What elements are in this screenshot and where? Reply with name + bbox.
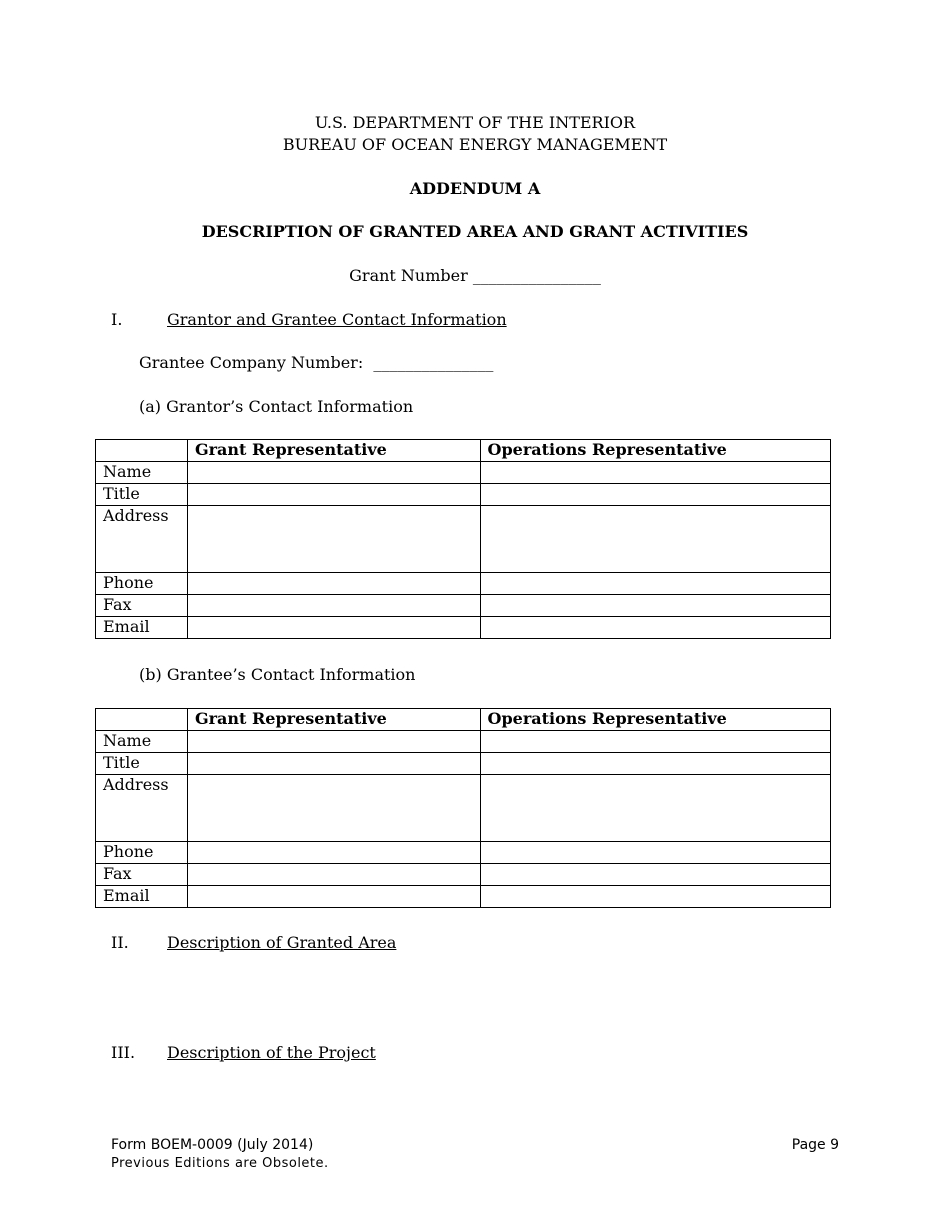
grantee-contact-label: (b) Grantee’s Contact Information — [139, 665, 416, 684]
operations-rep-cell[interactable] — [480, 842, 830, 864]
table-row — [96, 731, 831, 753]
row-label: Address — [96, 506, 188, 573]
grant-rep-cell[interactable] — [187, 573, 480, 595]
table-row — [96, 753, 831, 775]
table-row — [96, 462, 831, 484]
row-label: Title — [96, 753, 188, 775]
grant-rep-cell[interactable] — [187, 864, 480, 886]
table-header-cell: Grant Representative — [187, 440, 480, 462]
operations-rep-cell[interactable] — [480, 753, 830, 775]
row-label: Fax — [96, 864, 188, 886]
grantor-contact-label: (a) Grantor’s Contact Information — [139, 397, 414, 416]
table-row — [96, 573, 831, 595]
row-label: Name — [96, 731, 188, 753]
table-header-row — [96, 709, 831, 731]
table-row — [96, 864, 831, 886]
row-label: Title — [96, 484, 188, 506]
grantor-contact-table — [95, 439, 831, 639]
table-row — [96, 886, 831, 908]
grant-rep-cell[interactable] — [187, 462, 480, 484]
table-row — [96, 775, 831, 842]
form-number: Form BOEM-0009 (July 2014) — [111, 1137, 314, 1153]
section-1-numeral: I. — [111, 310, 123, 329]
grant-rep-cell[interactable] — [187, 886, 480, 908]
operations-rep-cell[interactable] — [480, 462, 830, 484]
operations-rep-cell[interactable] — [480, 506, 830, 573]
grant-rep-cell[interactable] — [187, 617, 480, 639]
grant-rep-cell[interactable] — [187, 775, 480, 842]
table-header-cell — [96, 709, 188, 731]
row-label: Name — [96, 462, 188, 484]
operations-rep-cell[interactable] — [480, 573, 830, 595]
operations-rep-cell[interactable] — [480, 595, 830, 617]
grantee-contact-table — [95, 708, 831, 908]
document-title: DESCRIPTION OF GRANTED AREA AND GRANT ACTIVITIES — [201, 222, 749, 241]
row-label: Email — [96, 886, 188, 908]
table-header-cell: Operations Representative — [480, 709, 830, 731]
editions-note: Previous Editions are Obsolete. — [111, 1156, 329, 1171]
grant-rep-cell[interactable] — [187, 506, 480, 573]
grant-rep-cell[interactable] — [187, 484, 480, 506]
table-row — [96, 617, 831, 639]
table-header-cell — [96, 440, 188, 462]
operations-rep-cell[interactable] — [480, 731, 830, 753]
company-number-line — [139, 353, 493, 373]
row-label: Fax — [96, 595, 188, 617]
section-1-heading: Grantor and Grantee Contact Information — [167, 310, 507, 329]
table-row — [96, 595, 831, 617]
page-number: Page 9 — [791, 1137, 839, 1153]
section-3-numeral: III. — [111, 1043, 136, 1062]
table-row — [96, 484, 831, 506]
operations-rep-cell[interactable] — [480, 617, 830, 639]
section-3-heading: Description of the Project — [167, 1043, 376, 1062]
row-label: Phone — [96, 842, 188, 864]
operations-rep-cell[interactable] — [480, 886, 830, 908]
grant-number-label: Grant Number — [349, 266, 468, 285]
grant-rep-cell[interactable] — [187, 731, 480, 753]
section-2-numeral: II. — [111, 933, 129, 952]
table-header-cell: Operations Representative — [480, 440, 830, 462]
company-number-field[interactable]: _______________ — [373, 353, 494, 372]
grant-rep-cell[interactable] — [187, 842, 480, 864]
grant-rep-cell[interactable] — [187, 753, 480, 775]
row-label: Address — [96, 775, 188, 842]
row-label: Phone — [96, 573, 188, 595]
company-number-label: Grantee Company Number: — [139, 353, 364, 372]
department-title: U.S. DEPARTMENT OF THE INTERIOR — [314, 113, 636, 132]
addendum-title: ADDENDUM A — [409, 179, 541, 198]
operations-rep-cell[interactable] — [480, 864, 830, 886]
table-row — [96, 842, 831, 864]
table-header-row — [96, 440, 831, 462]
table-row — [96, 506, 831, 573]
section-2-heading: Description of Granted Area — [167, 933, 397, 952]
operations-rep-cell[interactable] — [480, 484, 830, 506]
grant-number-field[interactable]: ________________ — [472, 266, 601, 285]
row-label: Email — [96, 617, 188, 639]
grant-number-line — [0, 266, 950, 286]
bureau-title: BUREAU OF OCEAN ENERGY MANAGEMENT — [282, 135, 668, 154]
operations-rep-cell[interactable] — [480, 775, 830, 842]
grant-rep-cell[interactable] — [187, 595, 480, 617]
table-header-cell: Grant Representative — [187, 709, 480, 731]
